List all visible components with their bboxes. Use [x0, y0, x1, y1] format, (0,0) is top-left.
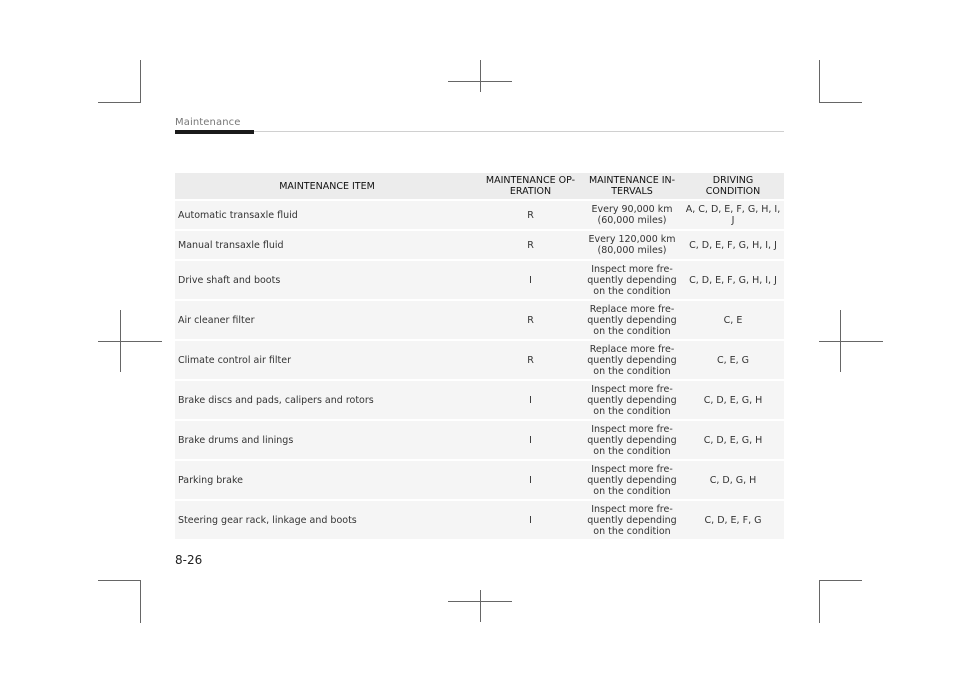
column-header-condition: DRIVING CONDITION: [682, 173, 784, 199]
section-header: [175, 117, 784, 135]
table-row: [175, 501, 784, 539]
cell-condition: C, D, E, F, G: [682, 501, 784, 539]
table-row: [175, 261, 784, 299]
cell-item: Steering gear rack, linkage and boots: [175, 501, 479, 539]
cell-operation: R: [479, 341, 582, 379]
table-header-row: [175, 173, 784, 199]
column-header-interval: MAINTENANCE IN-TERVALS: [582, 173, 682, 199]
crop-mark: [140, 60, 141, 103]
cell-interval: Every 90,000 km (60,000 miles): [582, 201, 682, 229]
crop-mark: [98, 102, 141, 103]
cell-interval: Inspect more fre-quently depending on the condition: [582, 421, 682, 459]
crop-mark: [480, 590, 481, 622]
table-row: [175, 231, 784, 259]
cell-item: Brake discs and pads, calipers and rotors: [175, 381, 479, 419]
crop-mark: [140, 580, 141, 623]
maintenance-table: [175, 171, 784, 541]
crop-mark: [819, 580, 820, 623]
cell-condition: A, C, D, E, F, G, H, I, J: [682, 201, 784, 229]
section-bar: [175, 130, 254, 134]
cell-operation: R: [479, 201, 582, 229]
table-row: [175, 381, 784, 419]
cell-operation: I: [479, 381, 582, 419]
cell-condition: C, E: [682, 301, 784, 339]
table-row: [175, 301, 784, 339]
section-title: Maintenance: [175, 117, 241, 128]
table-row: [175, 461, 784, 499]
cell-operation: I: [479, 261, 582, 299]
table-row: [175, 201, 784, 229]
crop-mark: [819, 341, 883, 342]
cell-item: Drive shaft and boots: [175, 261, 479, 299]
table-row: [175, 341, 784, 379]
cell-item: Air cleaner filter: [175, 301, 479, 339]
section-divider: [254, 131, 784, 132]
cell-operation: I: [479, 501, 582, 539]
cell-item: Automatic transaxle fluid: [175, 201, 479, 229]
cell-interval: Inspect more fre-quently depending on the condition: [582, 261, 682, 299]
cell-operation: I: [479, 461, 582, 499]
cell-condition: C, D, G, H: [682, 461, 784, 499]
cell-item: Brake drums and linings: [175, 421, 479, 459]
crop-mark: [819, 60, 820, 103]
cell-interval: Replace more fre-quently depending on the condition: [582, 341, 682, 379]
cell-interval: Inspect more fre-quently depending on the condition: [582, 461, 682, 499]
cell-condition: C, D, E, G, H: [682, 381, 784, 419]
cell-condition: C, D, E, F, G, H, I, J: [682, 231, 784, 259]
crop-mark: [819, 580, 862, 581]
cell-condition: C, E, G: [682, 341, 784, 379]
cell-interval: Every 120,000 km (80,000 miles): [582, 231, 682, 259]
cell-item: Parking brake: [175, 461, 479, 499]
cell-operation: R: [479, 301, 582, 339]
crop-mark: [98, 580, 141, 581]
cell-operation: I: [479, 421, 582, 459]
cell-interval: Inspect more fre-quently depending on the condition: [582, 501, 682, 539]
crop-mark: [480, 60, 481, 92]
column-header-operation: MAINTENANCE OP-ERATION: [479, 173, 582, 199]
cell-operation: R: [479, 231, 582, 259]
column-header-item: MAINTENANCE ITEM: [175, 173, 479, 199]
cell-interval: Inspect more fre-quently depending on the condition: [582, 381, 682, 419]
page-number: 8-26: [175, 553, 203, 567]
crop-mark: [98, 341, 162, 342]
cell-condition: C, D, E, G, H: [682, 421, 784, 459]
cell-interval: Replace more fre-quently depending on the condition: [582, 301, 682, 339]
cell-item: Climate control air filter: [175, 341, 479, 379]
cell-condition: C, D, E, F, G, H, I, J: [682, 261, 784, 299]
crop-mark: [819, 102, 862, 103]
cell-item: Manual transaxle fluid: [175, 231, 479, 259]
table-row: [175, 421, 784, 459]
